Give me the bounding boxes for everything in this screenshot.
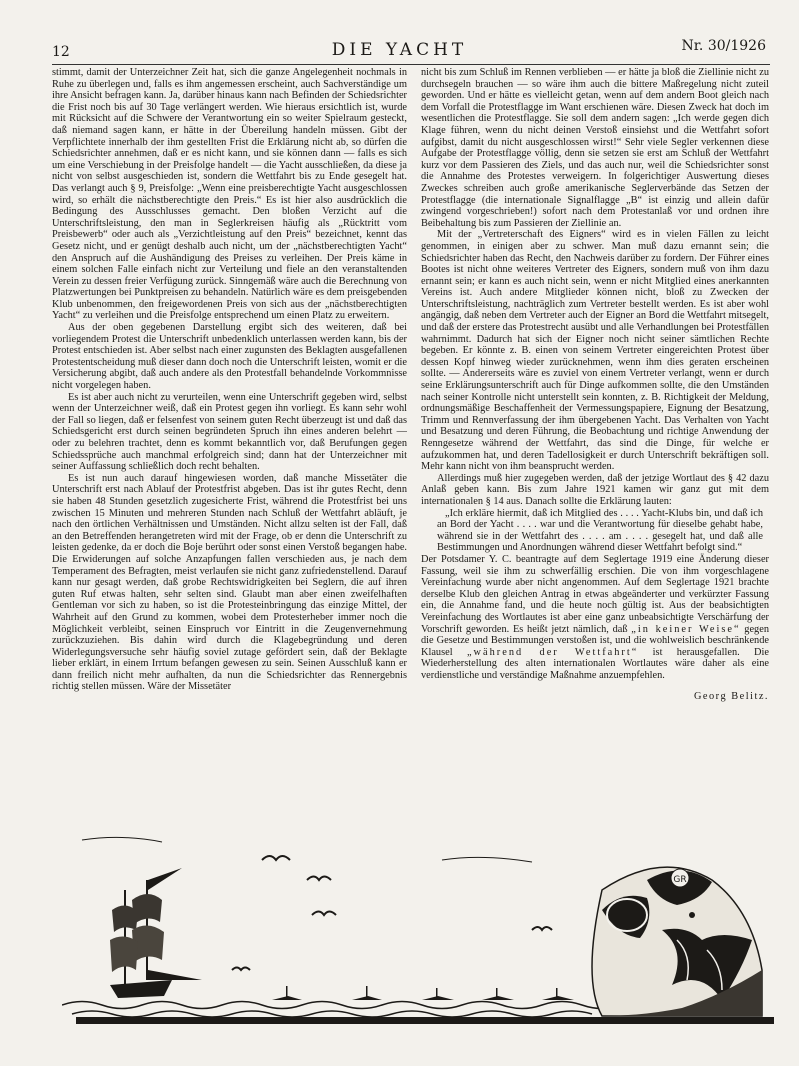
paragraph: Mit der „Vertreterschaft des Eigners“ wird es in vielen Fällen zu leicht genommen, in einigen aber zu schwer. Man muß dazu ernannt sein; die Schiedsrichter haben das Recht, den Nachweis darüber zu fordern. Der Führer eines Bootes ist nicht ohne weiteres Vertreter des Eigners, sondern muß von ihm dazu ernannt sein; er kann es auch nicht sein, wenn er nicht Mitglied eines anerkannten Vereins ist. Auch andere Mitglieder können nicht, bloß zu Zwecken der Unterschriftsleistung, nachträglich zum Vertreter bestellt werden. Es ist aber wohl angängig, daß neben dem Vertreter auch der Eigner an Bord die Wettfahrt mitsegelt, und daß der erstere das Protestrecht ausübt und alle Verhandlungen bei Protestfällen wahrnimmt. Dadurch hat sich der Eigner noch nicht seiner sämtlichen Rechte begeben. Er könnte z. B. einen von seinem Vertreter eingereichten Protest über dessen Kopf hinweg wieder zurücknehmen, wenn ihm dies geraten erscheinen sollte. — Andererseits wäre es zuviel von einem Vertreter verlangt, wenn er durch seine Erklärungsunterschrift auch für Dinge aufkommen sollte, die den Umständen nach seiner Kontrolle nicht unterstellt sein konnten, z. B. Richtigkeit der Meldung, ordnungsmäßige Beschaffenheit der Vermessungspapiere, Eignung der Besatzung, Trimm und Rennverfassung der ihm übergebenen Yacht. Das Verhalten von Yacht und Besatzung und deren Führung, die Beobachtung und richtige Anwendung der Renngesetze während der Wettfahrt, das sind die Dinge, für welche er aufzukommen hat, und deren Tadellosigkeit er durch Unterschrift bekräftigen soll. Mehr kann nicht von ihm beansprucht werden.	[421, 229, 769, 473]
right-column	[421, 67, 769, 787]
issue-number: Nr. 30/1926	[681, 38, 766, 54]
vignette-illustration	[62, 820, 774, 1030]
sea	[62, 1002, 622, 1018]
paragraph: Es ist aber auch nicht zu verurteilen, wenn eine Unterschrift gegeben wird, selbst wenn der Unterzeichner weiß, daß ein Protest gegen ihn vorliegt. Es kann sehr wohl der Fall so liegen, daß er felsenfest von seinem guten Recht überzeugt ist und daß das Schiedsgericht erst durch seinen begründeten Spruch ihn eines anderen belehrt — oder zu belehren trachtet, denn es kommt bekanntlich vor, daß Berufungen gegen Schiedssprüche auch manchmal erfolgreich sind; dann hat der Unterzeichner mit seiner Auffassung schließlich doch recht behalten.	[52, 391, 407, 473]
svg-text:GR: GR	[673, 875, 687, 885]
text-run: gegen die Gesetze und Bestimmungen verstoßen ist, und die wohlweislich beschränkende Klausel	[421, 623, 769, 658]
page-number: 12	[52, 44, 70, 60]
ship-silhouette-icon	[272, 986, 574, 1000]
paragraph: Aus der oben gegebenen Darstellung ergibt sich des weiteren, daß bei vorliegendem Protest die Unterschrift unbedenklich unterlassen werden kann, bis der Protest entschieden ist. Aber selbst nach einer zugunsten des Beklagten ausgefallenen Protestentscheidung muß dieser dann doch noch die Unterschrift leisten, womit er die Versicherung abgibt, daß auch andere als den Protestfall behandelnde Vorkommnisse nicht vorgelegen haben.	[52, 322, 407, 392]
paragraph: Allerdings muß hier zugegeben werden, daß der jetzige Wortlaut des § 42 dazu Anlaß geben kann. Bis zum Jahre 1921 kamen wir ganz gut mit dem internationalen § 14 aus. Danach sollte die Erklärung lauten:	[421, 472, 769, 507]
left-column	[52, 67, 407, 787]
seagull-icon	[232, 856, 552, 970]
spaced-emphasis: „während der Wettfahrt“	[466, 646, 639, 658]
spaced-emphasis: „in keiner Weise“	[631, 623, 741, 635]
text-run: ist herausgefallen. Die Wiederherstellung des alten internationalen Wortlautes wäre daher als eine verdienstliche und verständige Maßnahme anzuempfehlen.	[421, 646, 769, 681]
sailing-ship-icon	[110, 868, 202, 998]
sky-lines	[82, 837, 532, 862]
paragraph	[421, 554, 769, 682]
monogram-icon	[671, 869, 689, 887]
paragraph: nicht bis zum Schluß im Rennen verblieben — er hätte ja bloß die Ziellinie nicht zu durchsegeln brauchen — so wäre ihm auch die bittere Maßregelung nicht zuteil geworden. Und er hätte es vielleicht getan, wenn auf dem andern Boot gleich nach dem Vorfall die Protestflagge im Want erschienen wäre. Diesen Zweck hat doch im wesentlichen die Protestflagge. Sie soll dem andern sagen: „Ich werde gegen dich Klage führen, wenn du nicht deinen Verstoß einsiehst und die Wettfahrt sofort aufgibst, damit du nicht ausgeschlossen wirst!“ Sehr viele Segler verkennen diese Aufgabe der Protestflagge völlig, denn sie setzen sie erst am Schluß der Wettfahrt kurz vor dem Passieren des Ziels, und das auch nur, weil die Schiedsrichter sonst die Annahme des Protestes verweigern. In folgerichtiger Auswertung dieses Zweckes schreiben auch große amerikanische Seglerverbände das Setzen der Protestflagge (die internationale Signalflagge „B“ ist einzig und allein dafür zwingend vorgeschrieben!) sofort nach dem Protestanlaß vor und ordnen ihre Beibehaltung bis zum Passieren der Ziellinie an.	[421, 67, 769, 229]
author-signature: Georg Belitz.	[693, 691, 769, 703]
sea-god-blowing-conch-icon	[592, 867, 762, 1016]
illustration-bottom-border	[76, 1017, 774, 1024]
text-run: Der Potsdamer Y. C. beantragte auf dem Seglertage 1919 eine Änderung dieser Fassung, weil sie ihm zu schwerfällig erschien. Die von ihm vorgeschlagene Vereinfachung wurde aber nicht angenommen. Auf dem Seglertage 1921 brachte derselbe Klub den gleichen Antrag in etwas abgeänderter und verkürzter Fassung ein, die Annahme fand, und die heute noch gültig ist. Aus der beabsichtigten Vereinfachung des Wortlautes ist aber eine ganz unbeabsichtigte Verschärfung der Vorschrift geworden. Es heißt jetzt nämlich, daß	[421, 553, 769, 635]
header-rule	[52, 64, 770, 65]
paragraph: Es ist nun auch darauf hingewiesen worden, daß manche Missetäter die Unterschrift erst nach Ablauf der Protestfrist abgeben. Das ist ihr gutes Recht, denn sie haben 48 Stunden gesetzlich zugesicherte Frist, während die Protestfrist bei uns zwischen 15 Minuten und mehreren Stunden nach Schluß der Wettfahrt abläuft, je nach den örtlichen Verhältnissen und Umständen. Nicht allzu selten ist der Fall, daß an den Betreffenden herangetreten wird mit der Frage, ob er denn die Unterschrift zu leisten gedenke, da er doch die Boje berührt oder sonst einen Verstoß begangen habe. Die Erwiderungen auf solche Anzapfungen fallen verschieden aus, je nach dem Temperament des Befragten, meist verlaufen sie nicht ganz zufriedenstellend. Darauf kann nur gesagt werden, daß grobe Rechtswidrigkeiten bei Seglern, die auf ihren guten Ruf etwas halten, sehr selten sind. Glaubt man aber einen zweifelhaften Gentleman vor sich zu haben, so ist die Protesteinbringung das einzige Mittel, der Wahrheit auf den Grund zu kommen, wobei dem Protesterheber immer noch die Möglichkeit verbleibt, seinen Einspruch vor Eintritt in die Zeugenvernehmung zurückzuziehen. Bis dahin wird durch die Klagebegründung und deren Widerlegungsversuche sehr häufig soviel zutage gefördert sein, daß der Beklagte lieber erklärt, in einem Irrtum befangen gewesen zu sein. Seinen Ausschluß kann er dann freilich nicht mehr aufhalten, da nun die Schiedsrichter das Rennergebnis richtig stellen müssen. Wäre der Missetäter	[52, 472, 407, 693]
paragraph: stimmt, damit der Unterzeichner Zeit hat, sich die ganze Angelegenheit nochmals in Ruhe zu überlegen und, falls es ihm angemessen erscheint, auch Sachverständige um ihre Ansicht befragen kann. Ja, darüber hinaus kann nach Befinden der Schiedsrichter die Frist noch bis auf 30 Tage verlängert werden. Wie hieraus ersichtlich ist, wurde mit Rücksicht auf die Schwere der Verantwortung ein so weiter Spielraum gesteckt, daß niemand sagen kann, er hätte in der Übereilung handeln müssen. Gibt der Verpflichtete innerhalb der ihm gestellten Frist die Erklärung nicht ab, so dürfen die Schiedsrichter annehmen, daß er es nicht kann, und sie können dann — falls es sich um eine Verschiebung in der Preisfolge handelt — die Yacht ausschließen, da diese ja nicht von selbst ausgeschieden ist, sondern die Wettfahrt bis zu Ende gesegelt hat. Das verlangt auch § 9, Preisfolge: „Wenn eine preisberechtigte Yacht ausgeschlossen wird, so erhält die nächstberechtigte den Preis.“ Es ist hier also ausdrücklich die Bedingung des Ausschlusses gemacht. Den bloßen Verzicht auf die Unterschriftsleistung, den man in Seglerkreisen häufig als „Rücktritt vom Preisbewerb“ oder auch als „Verzichtleistung auf den Preis“ bezeichnet, kennt das Gesetz nicht, und er genügt deshalb auch nicht, um der „nächstberechtigten Yacht“ den Anspruch auf die Aushändigung des Preises zu verleihen. Der Preis käme in einem solchen Falle einfach nicht zur Verteilung und fiele an den veranstaltenden Verein zu dessen freier Verfügung zurück. Sinngemäß wäre auch die Berechnung von Platzwertungen bei Punktpreisen zu behandeln. Natürlich wäre es dem preisgebenden Klub unbenommen, den freigewordenen Preis von sich aus der „nächstberechtigten Yacht“ zu verleihen und die Preisfolge entsprechend um einen Platz zu erweitern.	[52, 67, 407, 322]
block-quote: „Ich erkläre hiermit, daß ich Mitglied des . . . . Yacht-Klubs bin, und daß ich an Bord der Yacht . . . . war und die Verantwortung für dieselbe gehabt habe, während sie in der Wettfahrt des . . . . am . . . . gesegelt hat, und daß alle Bestimmungen und Anordnungen während dieser Wettfahrt befolgt sind.“	[437, 507, 763, 554]
magazine-title: DIE YACHT	[331, 40, 468, 60]
